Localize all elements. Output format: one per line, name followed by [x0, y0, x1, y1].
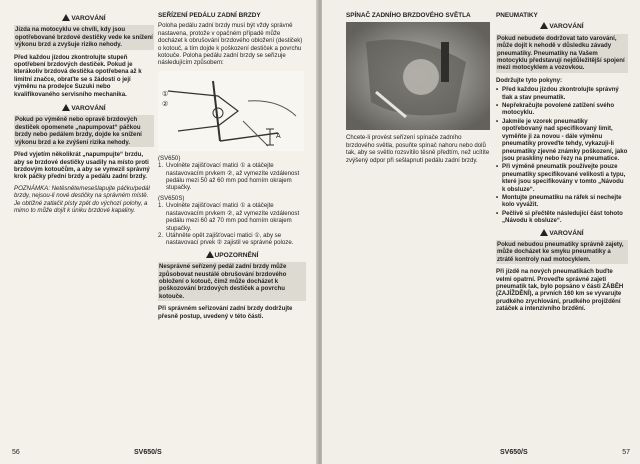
right-column-2 — [496, 12, 628, 317]
caution-heading: UPOZORNĚNÍ — [158, 251, 306, 259]
model-label-sv650s: (SV650S) — [158, 194, 185, 202]
right-page — [322, 0, 640, 464]
page-number: 57 — [622, 449, 630, 456]
section-heading: SPÍNAČ ZADNÍHO BRZDOVÉHO SVĚTLA — [346, 12, 471, 19]
list-item: • Jakmile je vzorek pneumatiky opotřebovaný nad specifikovaný limit, vyměňte ji za novou - dále výměnu pneumatiky proveďte tehdy, vykazuji-li pneumatiky zjevné známky poškození, jako jsou praskliny nebo řezy na pneumatice. — [502, 118, 628, 162]
warning-text: Pokud nebudete dodržovat tato varování, může dojít k nehodě v důsledku závady pneumatiky. Pneumatiky na Vašem motocyklu představují nejdůležitější spojení mezi motocyklem a vozovkou. — [496, 34, 628, 73]
warning-icon — [540, 229, 548, 236]
note-text: POZNÁMKA: Netěsněte/nesešlapujte páčku/pedál brzdy, nejsou-li nové destičky na správném místě. Je obtížné zatlačit písty zpět do výchozí polohy, a mimo to může dojít k úniku brzdové kapaliny. — [14, 184, 150, 214]
figure-label-1: ① — [162, 90, 169, 98]
step-1-sv650: 1. Uvolněte zajišťovací matici ① a otáčejte nastavovacím prvkem ②, až vymezíte vzdálenost pedálu mezi 50 až 60 mm pod horním okrajem stupačky. — [158, 162, 300, 192]
section-heading-tires: PNEUMATIKY — [496, 12, 538, 19]
brake-light-switch-illustration — [346, 22, 490, 130]
instructions-lead: Dodržujte tyto pokyny: — [496, 76, 563, 84]
caution-icon — [206, 251, 214, 258]
figure-label-2: ② — [162, 100, 169, 108]
step-2: 2. Utáhněte opět zajišťovací matici ①, aby se nastavovací prvek ② zajistil ve správné poloze. — [158, 231, 294, 247]
page-number: 56 — [12, 449, 20, 456]
warning-text-2: Pokud nebudou pneumatiky správně zajety, může docházet ke smyku pneumatiky a ztrátě kontroly nad motocyklem. — [496, 240, 628, 264]
model-label-sv650: (SV650) — [158, 154, 181, 162]
figure-label-a: A — [276, 132, 281, 140]
warning-heading-2: VAROVÁNÍ — [496, 229, 628, 237]
list-item: • Před každou jízdou zkontrolujte správný tlak a stav pneumatik. — [502, 86, 628, 101]
warning-heading: VAROVÁNÍ — [496, 22, 628, 30]
warning-instruction-2: Při jízdě na nových pneumatikách buďte velmi opatrní. Proveďte správné zajetí pneumatik tak, bylo popsáno v části ZÁBĚH (ZAJÍŽDĚNÍ), a prvních 160 km se vyvarujte prudkého zrychlování, prudkého projíždění zatáček a intenzivního brzdění. — [496, 268, 624, 313]
brake-light-switch-figure — [346, 22, 490, 130]
left-column-1 — [14, 12, 154, 218]
footer-model: SV650/S — [134, 449, 162, 456]
warning-icon — [62, 14, 70, 21]
right-column-1 — [346, 12, 490, 168]
left-column-2 — [158, 12, 306, 324]
warning-text-2: Pokud po výměně nebo opravě brzdových destiček opomenete „napumpovat“ páčkou brzdy nebo pedálem brzdy, dojde ke snížení výkonu brzd a ke zvýšení rizika nehody. — [14, 115, 154, 147]
warning-icon — [540, 22, 548, 29]
warning-text: Jízda na motocyklu ve chvíli, kdy jsou opotřebované brzdové destičky vede ke snížení výkonu brzd a zvyšuje riziko nehody. — [15, 26, 153, 49]
list-item: • Při výměně pneumatik používejte pouze pneumatiky specifikované velikosti a typu, které jsou specifikovány v tomto „Návodu k obsluze“. — [502, 163, 628, 193]
brake-pedal-illustration — [158, 71, 304, 151]
warning-instruction: Před každou jízdou zkontrolujte stupeň opotřebení brzdových destiček. Pokud je kterákoliv brzdová destička opotřebena až k limitní značce, obraťte se s žádostí o její výměnu na prodejce Suzuki nebo kvalifikovaného servisního mechanika. — [14, 53, 142, 98]
left-page — [0, 0, 318, 464]
warning-heading: VAROVÁNÍ — [14, 14, 154, 22]
warning-instruction-2: Před vyjetím několikrát „napumpujte“ brzdu, aby se brzdové destičky usadily na místo proti brzdovým kotoučům, a aby se vymezil správný krok páčky přední brzdy a pedálu zadní brzdy. — [14, 151, 150, 181]
section-text: Chcete-li provést seřízení spínače zadního brzdového světla, posuňte spínač nahoru nebo dolů tak, aby se světlo rozsvítilo těsně předtím, než ucítíte zvýšený odpor při sešlapnutí pedálu zadní brzdy. — [346, 134, 490, 164]
warning-icon — [62, 104, 70, 111]
list-item: • Pečlivě si přečtěte následující část tohoto „Návodu k obsluze“. — [502, 210, 628, 225]
caution-text: Nesprávné seřízený pedál zadní brzdy může způsobovat neustálé obrušování brzdového obložení o kotouč, čímž může docházet k poškozování brzdových destiček a povrchu kotouče. — [158, 262, 306, 301]
list-item: • Montujte pneumatiku na ráfek si nechejte kolo vyvážit. — [502, 194, 628, 209]
list-item: • Nepřekračujte povolené zatížení svého motocyklu. — [502, 102, 628, 117]
footer-model: SV650/S — [500, 449, 528, 456]
section-heading: SEŘÍZENÍ PEDÁLU ZADNÍ BRZDY — [158, 12, 261, 19]
warning-heading-2: VAROVÁNÍ — [14, 104, 154, 112]
brake-pedal-figure — [158, 71, 304, 151]
tire-instructions-list — [496, 86, 628, 224]
step-1-sv650s: 1. Uvolněte zajišťovací matici ① a otáčejte nastavovacím prvkem ②, až vymezíte vzdálenost pedálu mezi 60 až 70 mm pod horním okrajem stupačky. — [158, 202, 300, 232]
section-intro: Poloha pedálu zadní brzdy musí být vždy správně nastavena, protože v opačném případě může docházet k obrušování brzdového obložení (destiček) o kotouč, a tím dojde k poškození destiček a povrchu kotouče. Poloha pedálu zadní brzdy se seřizuje následujícím způsobem: — [158, 22, 303, 67]
caution-instruction: Při správném seřizování zadní brzdy dodržujte přesně postup, uvedený v této části. — [158, 305, 293, 320]
